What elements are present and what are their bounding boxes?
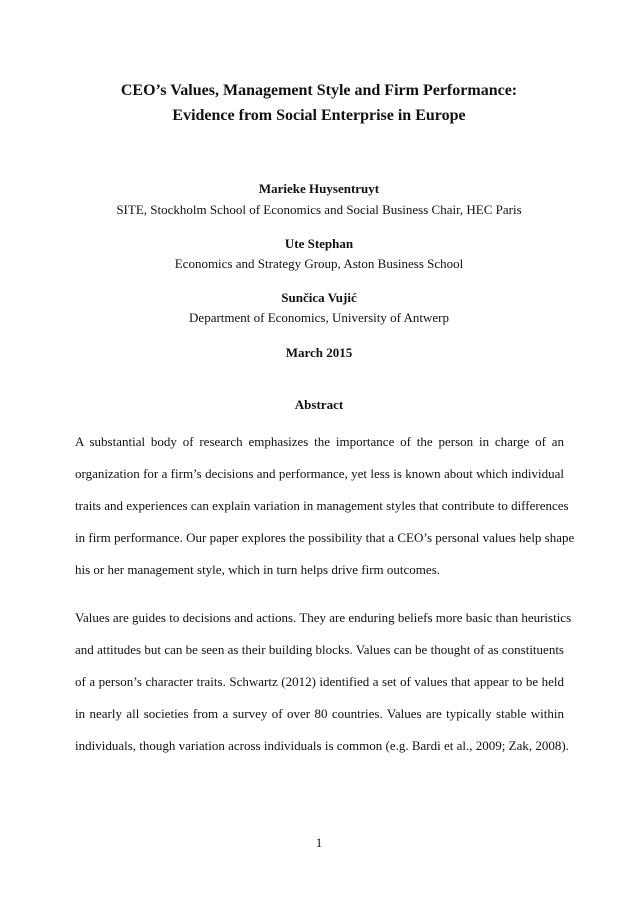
text-line: organization for a firm’s decisions and performance, yet less is known about which individual	[75, 466, 564, 481]
text-line: his or her management style, which in turn helps drive firm outcomes.	[75, 562, 440, 577]
abstract-heading: Abstract	[294, 397, 344, 412]
text-line: of a person’s character traits. Schwartz (2012) identified a set of values that appear to be held	[75, 674, 564, 689]
paper-title-line-2: Evidence from Social Enterprise in Europe	[172, 107, 466, 124]
text-line: in nearly all societies from a survey of over 80 countries. Values are typically stable within	[75, 706, 564, 721]
abstract-paragraph-2	[75, 610, 572, 770]
text-line: and attitudes but can be seen as their building blocks. Values can be thought of as constituents	[75, 642, 564, 657]
text-line: A substantial body of research emphasizes the importance of the person in charge of an	[75, 434, 564, 449]
text-line: Values are guides to decisions and actions. They are enduring beliefs more basic than heuristics	[75, 610, 572, 625]
paper-title-line-1: CEO’s Values, Management Style and Firm Performance:	[120, 82, 518, 99]
paper-title	[60, 78, 578, 128]
text-line: in firm performance. Our paper explores the possibility that a CEO’s personal values help shape	[75, 530, 575, 545]
author-name: Ute Stephan	[284, 236, 354, 251]
page-number: 1	[315, 835, 323, 850]
text-line: traits and experiences can explain variation in management styles that contribute to differences	[75, 498, 569, 513]
author-affiliation: Economics and Strategy Group, Aston Business School	[174, 256, 464, 271]
text-line: individuals, though variation across individuals is common (e.g. Bardi et al., 2009; Zak, 2008).	[75, 738, 569, 753]
paper-date: March 2015	[285, 345, 353, 360]
author-name: Sunčica Vujić	[281, 290, 357, 305]
author-name: Marieke Huysentruyt	[258, 181, 380, 196]
author-affiliation: SITE, Stockholm School of Economics and Social Business Chair, HEC Paris	[116, 202, 522, 217]
abstract-paragraph-1	[75, 434, 575, 594]
author-affiliation: Department of Economics, University of Antwerp	[189, 310, 449, 325]
